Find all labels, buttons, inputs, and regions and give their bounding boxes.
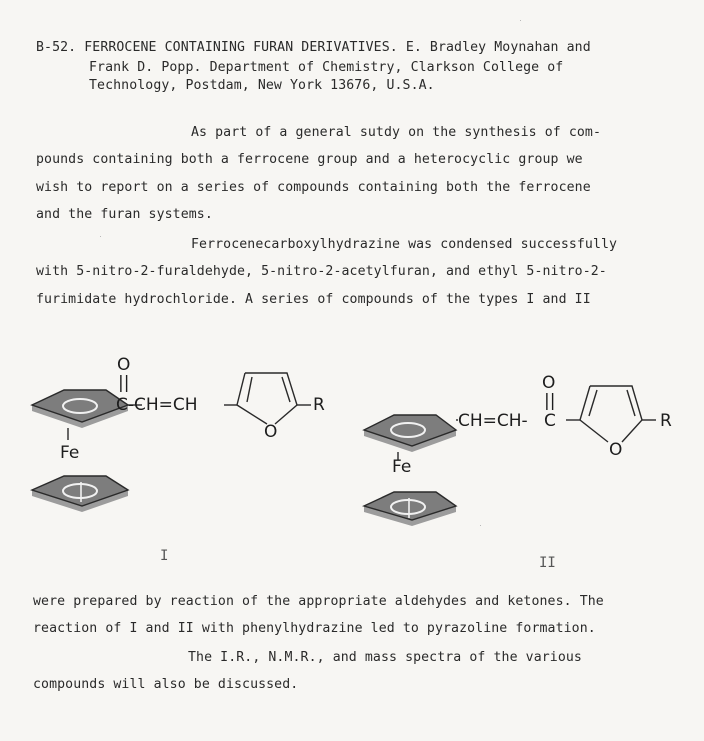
carbonyl-double-bond-II: || [544, 391, 556, 411]
cyclopentadienyl-ring-top [32, 390, 128, 428]
iron-label-I: Fe [60, 443, 80, 463]
cyclopentadienyl-ring-top-II [364, 415, 456, 452]
cyclopentadienyl-ring-bottom [32, 476, 128, 512]
header-line-1: B-52. FERROCENE CONTAINING FURAN DERIVATIVES. E. Bradley Moynahan and [36, 40, 591, 55]
structure-II [358, 360, 698, 535]
carbonyl-double-bond-I: || [118, 373, 130, 393]
cyclopentadienyl-ring-bottom-II [364, 492, 456, 526]
structure-label-II: II [539, 555, 556, 571]
para3-line-2: reaction of I and II with phenylhydrazine led to pyrazoline formation. [33, 621, 596, 636]
furan-ring-I [237, 373, 311, 424]
header-line-2: Frank D. Popp. Department of Chemistry, Clarkson College of [89, 60, 564, 75]
para4-line-2: compounds will also be discussed. [33, 677, 299, 692]
chain-I: C-CH=CH [116, 395, 198, 415]
furan-ring-II [580, 386, 656, 442]
substituent-R-II: R [660, 411, 672, 431]
para3-line-1: were prepared by reaction of the appropriate aldehydes and ketones. The [33, 594, 604, 609]
paper-speck [100, 236, 101, 237]
chain-II: CH=CH- [458, 411, 528, 431]
para2-line-3: furimidate hydrochloride. A series of compounds of the types I and II [36, 292, 591, 307]
structure-label-I: I [160, 548, 169, 564]
substituent-R-I: R [313, 395, 325, 415]
carbonyl-oxygen-II: O [542, 373, 556, 393]
para1-line-1: As part of a general sutdy on the synthesis of com- [191, 125, 602, 140]
carbonyl-carbon-II: C [544, 411, 556, 431]
para4-line-1: The I.R., N.M.R., and mass spectra of the various [188, 650, 582, 665]
carbonyl-oxygen-I: O [117, 355, 131, 375]
paper-speck [520, 20, 521, 21]
para1-line-2: pounds containing both a ferrocene group and a heterocyclic group we [36, 152, 583, 167]
paper-speck [480, 525, 481, 526]
para1-line-4: and the furan systems. [36, 207, 213, 222]
para1-line-3: wish to report on a series of compounds containing both the ferrocene [36, 180, 591, 195]
para2-line-2: with 5-nitro-2-furaldehyde, 5-nitro-2-acetylfuran, and ethyl 5-nitro-2- [36, 264, 607, 279]
structure-I [24, 350, 344, 530]
furan-oxygen-II: O [609, 440, 623, 460]
furan-oxygen-I: O [264, 422, 278, 442]
para2-line-1: Ferrocenecarboxylhydrazine was condensed successfully [191, 237, 618, 252]
header-line-3: Technology, Postdam, New York 13676, U.S.A. [89, 78, 435, 93]
iron-label-II: Fe [392, 457, 412, 477]
